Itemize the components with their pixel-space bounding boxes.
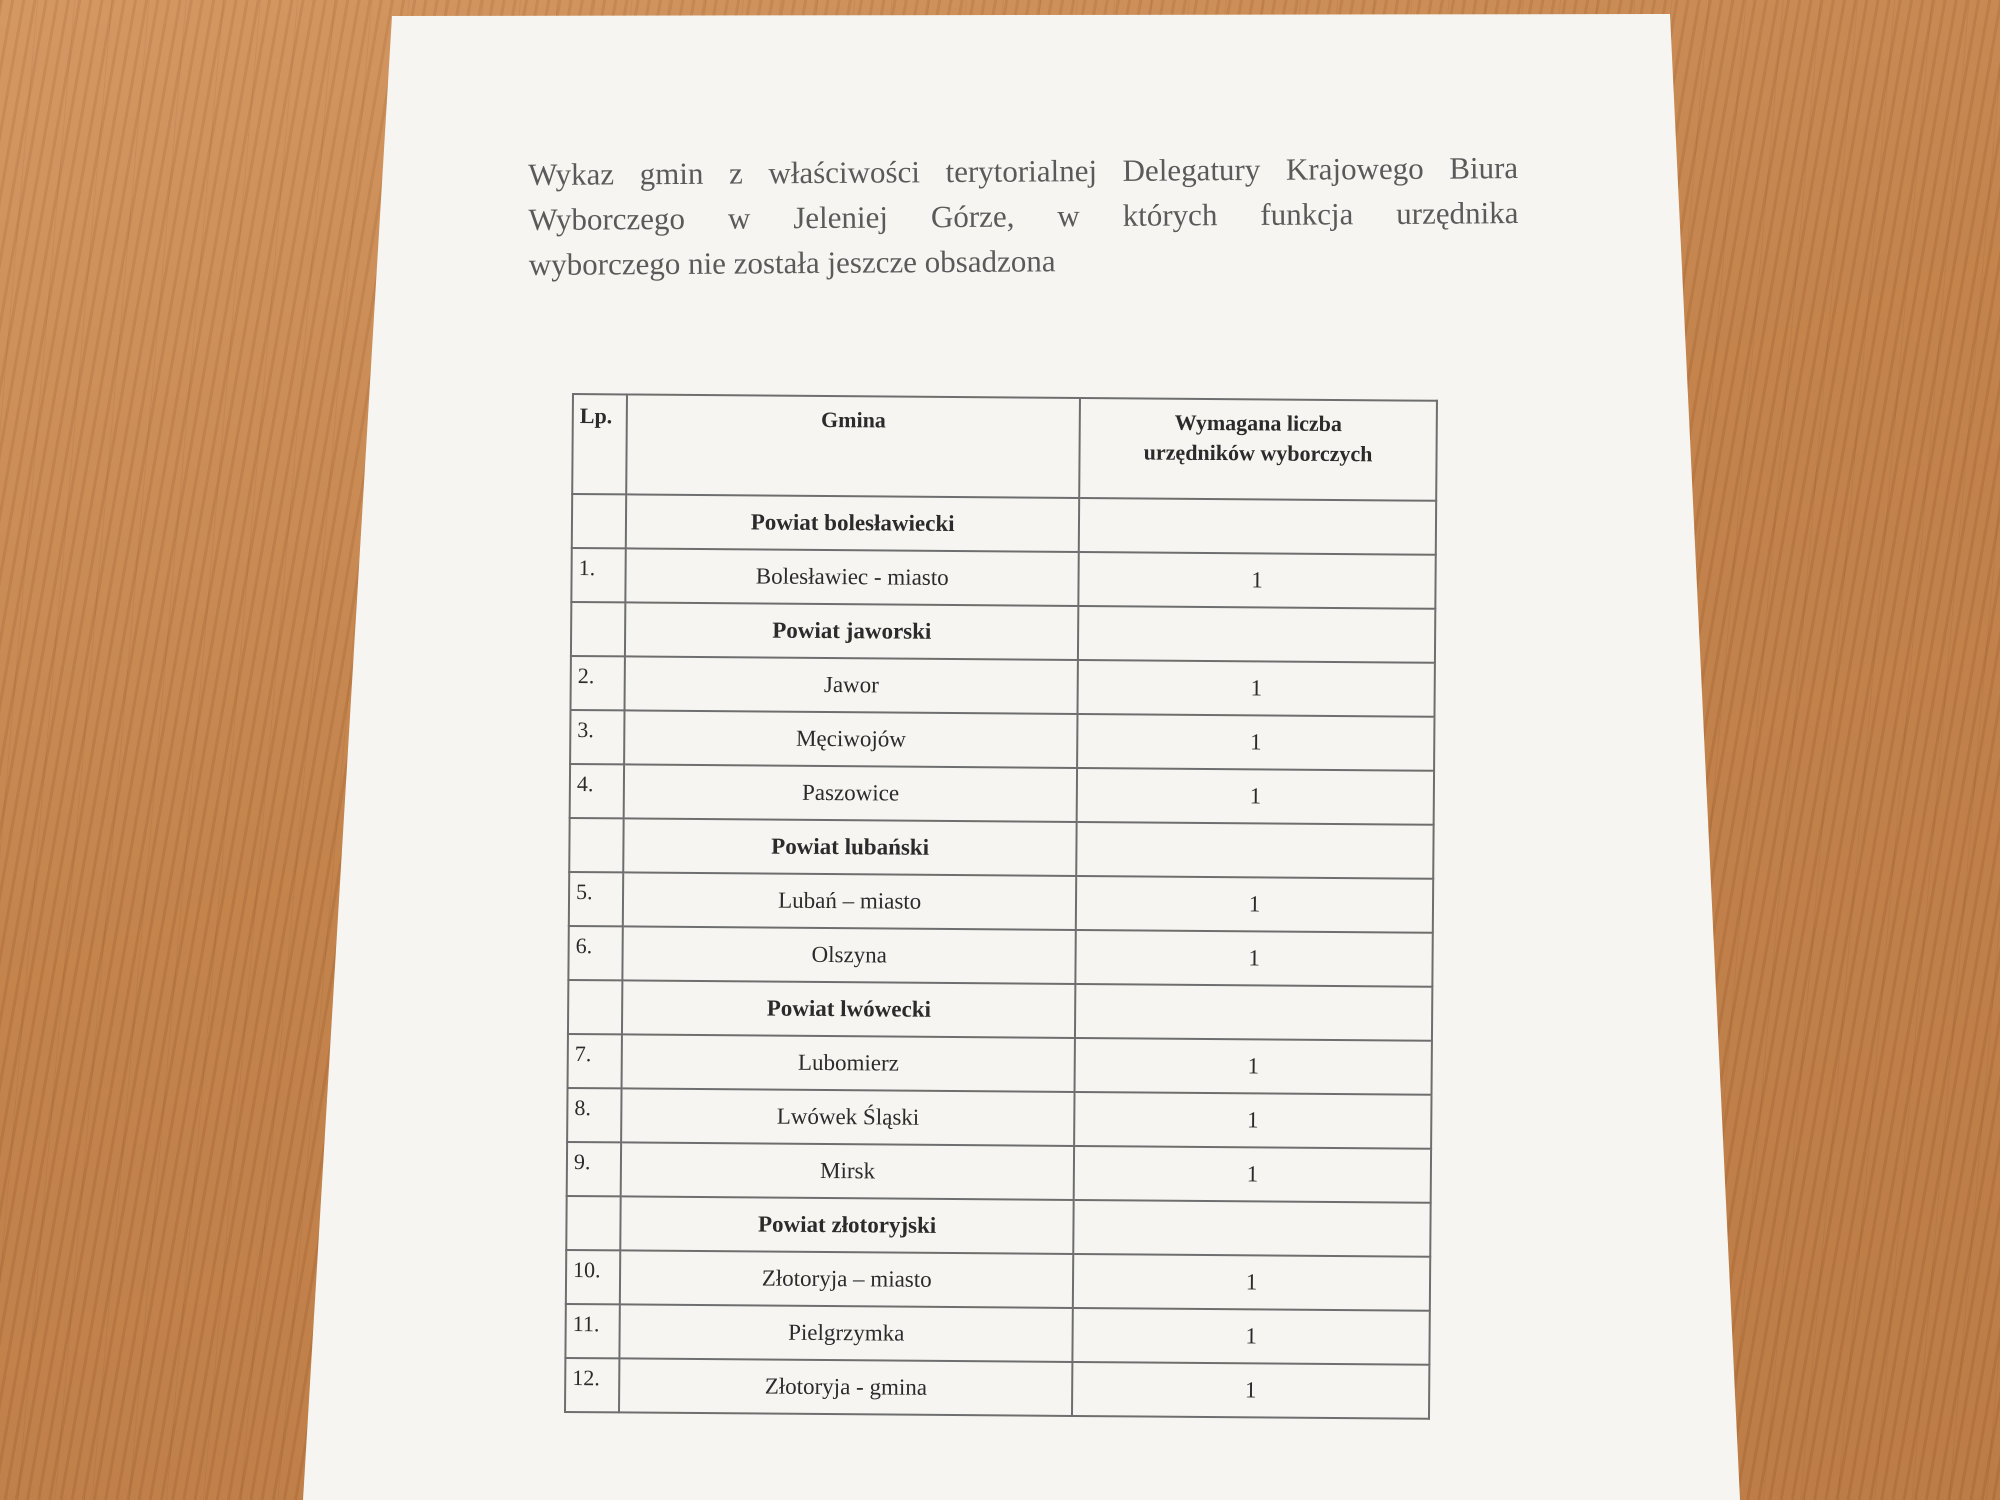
section-title: Powiat jaworski [625, 602, 1078, 660]
lp-cell: 12. [565, 1358, 620, 1412]
count-cell [1076, 822, 1433, 879]
table-row [567, 1142, 1431, 1203]
count-cell [1078, 606, 1435, 663]
table-row [571, 548, 1435, 609]
header-count [1079, 398, 1437, 501]
section-row [571, 602, 1435, 663]
section-title: Powiat lwówecki [622, 980, 1075, 1038]
lp-cell [569, 818, 624, 872]
gmina-cell: Lubomierz [622, 1034, 1075, 1092]
count-cell: 1 [1077, 768, 1434, 825]
count-cell: 1 [1076, 876, 1433, 933]
count-cell [1073, 1200, 1430, 1257]
header-count-line1: Wymagana liczba [1174, 409, 1343, 437]
section-row [568, 980, 1432, 1041]
count-cell: 1 [1073, 1308, 1430, 1365]
count-cell: 1 [1072, 1362, 1429, 1419]
gmina-cell: Złotoryja - gmina [619, 1358, 1072, 1416]
lp-cell: 3. [570, 710, 625, 764]
count-cell: 1 [1074, 1092, 1431, 1149]
section-row [569, 818, 1433, 879]
heading-line-3: wyborczego nie została jeszcze obsadzona [528, 243, 1056, 282]
lp-cell: 2. [571, 656, 626, 710]
table-header-row [572, 394, 1437, 501]
header-count-line2: urzędników wyborczych [1143, 439, 1373, 467]
table-row [568, 926, 1432, 987]
heading-line-1: Wykaz gmin z właściwości terytorialnej Delegatury Krajowego Biura [528, 150, 1519, 192]
section-title: Powiat bolesławiecki [626, 494, 1079, 552]
table-row [565, 1358, 1429, 1419]
count-cell [1075, 984, 1432, 1041]
header-lp: Lp. [572, 394, 627, 494]
gmina-cell: Męciwojów [624, 710, 1077, 768]
count-cell: 1 [1075, 1038, 1432, 1095]
header-gmina: Gmina [626, 394, 1080, 498]
section-title: Powiat lubański [623, 818, 1076, 876]
count-cell: 1 [1078, 660, 1435, 717]
table-row [570, 710, 1434, 771]
lp-cell [568, 980, 623, 1034]
gmina-cell: Jawor [625, 656, 1078, 714]
table-row [566, 1250, 1430, 1311]
gminy-table-body [565, 394, 1437, 1419]
count-cell: 1 [1073, 1254, 1430, 1311]
count-cell [1079, 498, 1436, 555]
gmina-cell: Pielgrzymka [620, 1304, 1073, 1362]
gminy-table [564, 393, 1438, 1420]
table-row [570, 764, 1434, 825]
section-row [566, 1196, 1430, 1257]
lp-cell: 6. [568, 926, 623, 980]
table-row [571, 656, 1435, 717]
lp-cell: 11. [565, 1304, 620, 1358]
lp-cell: 4. [570, 764, 625, 818]
lp-cell: 5. [569, 872, 624, 926]
lp-cell [571, 602, 626, 656]
count-cell: 1 [1078, 552, 1435, 609]
heading-line-2: Wyborczego w Jeleniej Górze, w których funkcja urzędnika [528, 195, 1519, 237]
gmina-cell: Paszowice [624, 764, 1077, 822]
gmina-cell: Złotoryja – miasto [620, 1250, 1073, 1308]
gmina-cell: Bolesławiec - miasto [626, 548, 1079, 606]
document-heading [528, 145, 1519, 287]
gminy-table-wrapper [564, 393, 1440, 1420]
table-row [565, 1304, 1429, 1365]
lp-cell [566, 1196, 621, 1250]
table-row [569, 872, 1433, 933]
gmina-cell: Mirsk [621, 1142, 1074, 1200]
gmina-cell: Olszyna [623, 926, 1076, 984]
section-row [572, 494, 1436, 555]
lp-cell: 7. [568, 1034, 623, 1088]
count-cell: 1 [1074, 1146, 1431, 1203]
count-cell: 1 [1077, 714, 1434, 771]
lp-cell: 10. [566, 1250, 621, 1304]
gmina-cell: Lubań – miasto [623, 872, 1076, 930]
lp-cell: 8. [567, 1088, 622, 1142]
table-row [568, 1034, 1432, 1095]
lp-cell [572, 494, 627, 548]
lp-cell: 9. [567, 1142, 622, 1196]
gmina-cell: Lwówek Śląski [621, 1088, 1074, 1146]
table-row [567, 1088, 1431, 1149]
lp-cell: 1. [571, 548, 626, 602]
count-cell: 1 [1075, 930, 1432, 987]
section-title: Powiat złotoryjski [621, 1196, 1074, 1254]
